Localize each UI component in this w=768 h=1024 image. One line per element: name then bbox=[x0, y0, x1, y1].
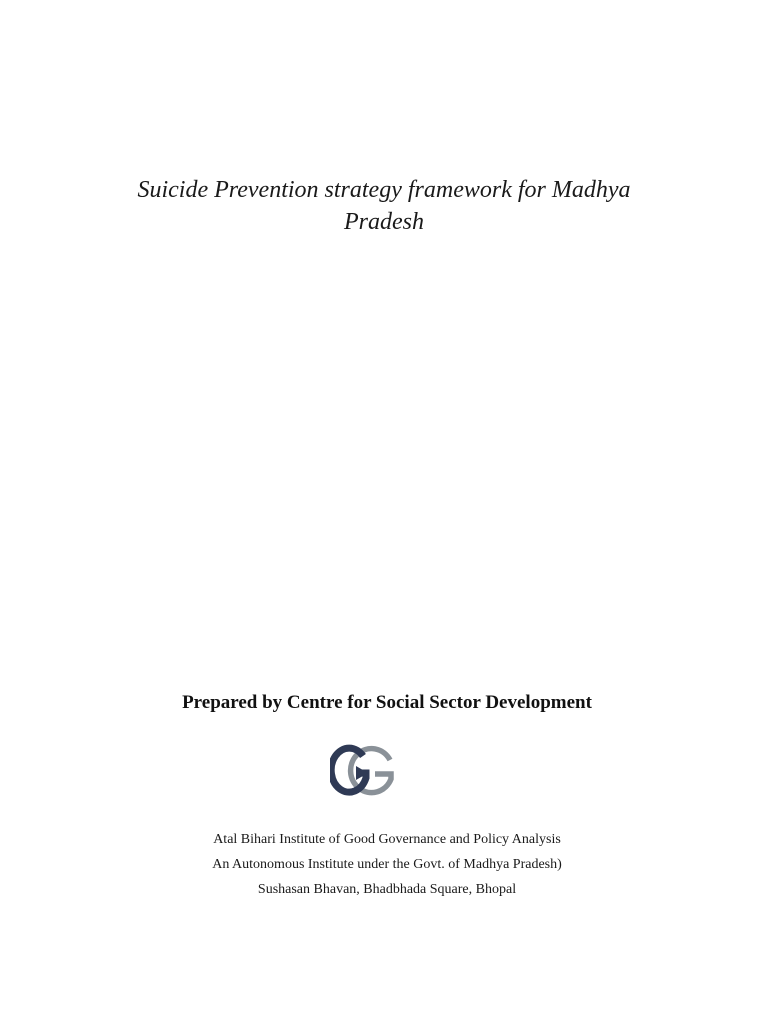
institute-logo bbox=[330, 744, 394, 802]
address-line-1: Atal Bihari Institute of Good Governance and Policy Analysis bbox=[213, 832, 561, 847]
document-title bbox=[0, 174, 768, 238]
prepared-by-heading: Prepared by Centre for Social Sector Development bbox=[182, 692, 592, 713]
title-line-2: Pradesh bbox=[344, 209, 424, 235]
title-line-1: Suicide Prevention strategy framework for Madhya bbox=[137, 177, 631, 203]
address-line-3: Sushasan Bhavan, Bhadbhada Square, Bhopal bbox=[257, 882, 517, 897]
institute-address bbox=[0, 827, 768, 902]
address-line-2: An Autonomous Institute under the Govt. of Madhya Pradesh) bbox=[212, 857, 562, 872]
gg-institute-logo-icon bbox=[330, 744, 394, 802]
